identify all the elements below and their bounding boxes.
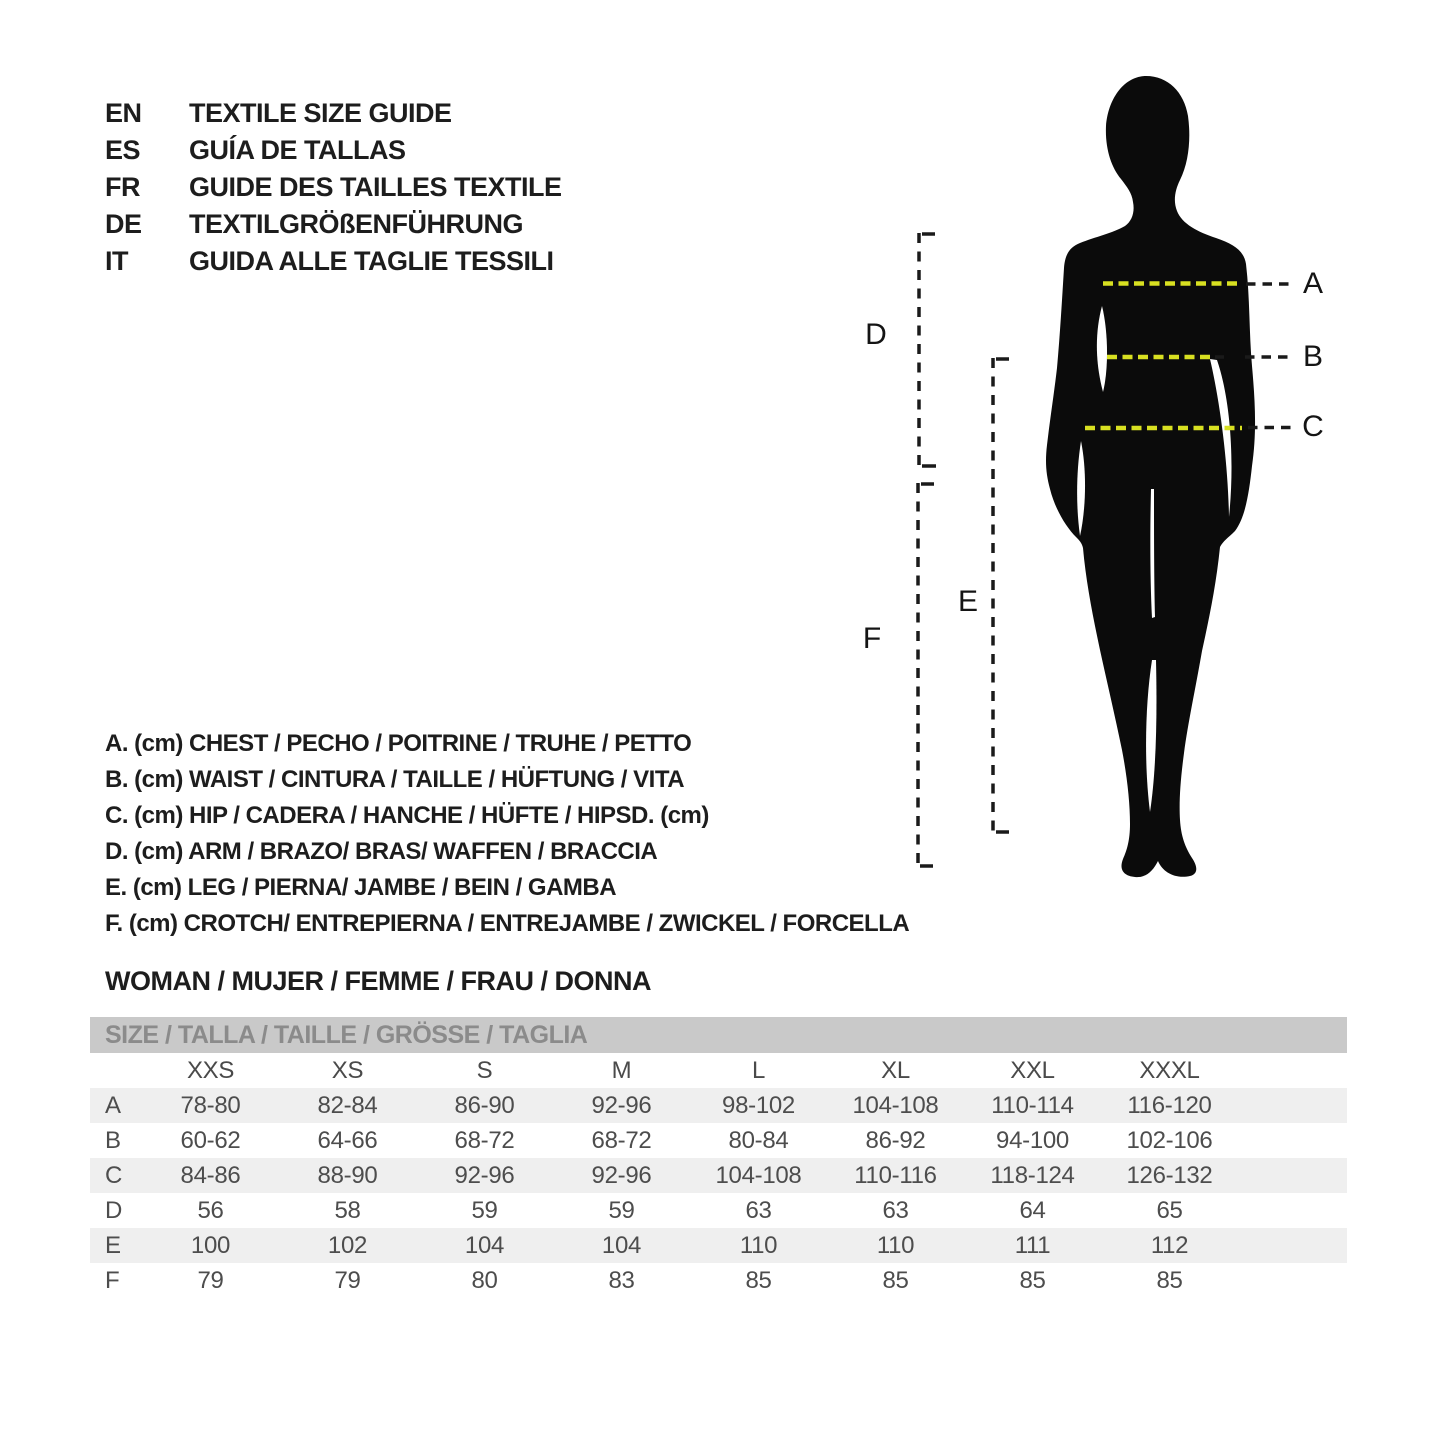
language-code: IT <box>105 246 128 276</box>
size-value-cell: 68-72 <box>454 1126 515 1154</box>
guide-title: TEXTILGRÖßENFÜHRUNG <box>189 209 523 239</box>
measure-label-waist: B <box>1302 340 1324 373</box>
size-value-cell: 59 <box>608 1196 635 1224</box>
size-value-cell: 80-84 <box>728 1126 789 1154</box>
size-value-cell: 86-92 <box>865 1126 926 1154</box>
size-value-cell: 85 <box>1156 1266 1183 1294</box>
language-code: EN <box>105 98 142 128</box>
size-value-cell: 100 <box>190 1231 231 1259</box>
table-row <box>90 1193 1347 1228</box>
size-value-cell: 116-120 <box>1127 1091 1212 1119</box>
size-value-cell: 56 <box>197 1196 224 1224</box>
size-value-cell: 64 <box>1019 1196 1046 1224</box>
size-column-header: M <box>611 1056 632 1084</box>
size-value-cell: 58 <box>334 1196 361 1224</box>
size-value-cell: 92-96 <box>591 1161 652 1189</box>
measure-label-leg: E <box>957 585 979 618</box>
legend-line: C. (cm) HIP / CADERA / HANCHE / HÜFTE / HIPSD. (cm) <box>105 802 709 829</box>
legend-line: D. (cm) ARM / BRAZO/ BRAS/ WAFFEN / BRACCIA <box>105 838 658 865</box>
size-value-cell: 110 <box>739 1231 778 1259</box>
size-column-header: XXS <box>186 1056 235 1084</box>
guide-title: TEXTILE SIZE GUIDE <box>189 98 452 128</box>
size-value-cell: 112 <box>1150 1231 1189 1259</box>
size-column-header-row <box>90 1053 1347 1088</box>
size-value-cell: 126-132 <box>1126 1161 1213 1189</box>
guide-title: GUÍA DE TALLAS <box>189 135 406 165</box>
size-table-body <box>90 1088 1347 1298</box>
measurement-legend <box>105 726 909 942</box>
size-value-cell: 68-72 <box>591 1126 652 1154</box>
size-table-header-label: SIZE / TALLA / TAILLE / GRÖSSE / TAGLIA <box>105 1020 588 1049</box>
row-label: F <box>105 1266 120 1294</box>
guide-title: GUIDE DES TAILLES TEXTILE <box>189 172 562 202</box>
size-value-cell: 60-62 <box>180 1126 241 1154</box>
table-row <box>90 1088 1347 1123</box>
row-label: E <box>105 1231 122 1259</box>
size-column-header: L <box>751 1056 766 1084</box>
size-value-cell: 104 <box>464 1231 505 1259</box>
language-code: DE <box>105 209 142 239</box>
size-value-cell: 94-100 <box>996 1126 1069 1154</box>
size-column-header: XXL <box>1010 1056 1055 1084</box>
measure-label-crotch: F <box>862 622 882 655</box>
size-value-cell: 92-96 <box>591 1091 652 1119</box>
measure-label-arm: D <box>865 318 887 351</box>
table-group-title: WOMAN / MUJER / FEMME / FRAU / DONNA <box>105 966 651 996</box>
size-table <box>90 1017 1347 1298</box>
language-row <box>105 243 562 280</box>
row-label: B <box>105 1126 122 1154</box>
size-value-cell: 82-84 <box>317 1091 378 1119</box>
size-guide-figure <box>830 60 1360 930</box>
size-value-cell: 80 <box>471 1266 498 1294</box>
size-value-cell: 59 <box>471 1196 498 1224</box>
size-value-cell: 84-86 <box>180 1161 241 1189</box>
guide-title: GUIDA ALLE TAGLIE TESSILI <box>189 246 554 276</box>
size-column-header: S <box>476 1056 493 1084</box>
size-value-cell: 79 <box>334 1266 361 1294</box>
size-column-header: XXXL <box>1139 1056 1200 1084</box>
size-value-cell: 110 <box>876 1231 915 1259</box>
size-value-cell: 78-80 <box>180 1091 241 1119</box>
size-table-header-bar <box>90 1017 1347 1053</box>
size-value-cell: 85 <box>745 1266 772 1294</box>
language-code: ES <box>105 135 141 165</box>
size-value-cell: 65 <box>1156 1196 1183 1224</box>
size-value-cell: 83 <box>608 1266 635 1294</box>
size-value-cell: 104 <box>601 1231 642 1259</box>
language-row <box>105 169 562 206</box>
measure-label-hip: C <box>1302 410 1324 443</box>
size-value-cell: 110-116 <box>854 1161 937 1189</box>
size-value-cell: 92-96 <box>454 1161 515 1189</box>
size-value-cell: 86-90 <box>454 1091 515 1119</box>
legend-line: A. (cm) CHEST / PECHO / POITRINE / TRUHE / PETTO <box>105 730 692 757</box>
size-value-cell: 63 <box>745 1196 772 1224</box>
language-row <box>105 132 562 169</box>
size-value-cell: 98-102 <box>722 1091 795 1119</box>
size-value-cell: 88-90 <box>317 1161 378 1189</box>
table-row <box>90 1158 1347 1193</box>
language-row <box>105 95 562 132</box>
size-value-cell: 104-108 <box>852 1091 939 1119</box>
legend-line: E. (cm) LEG / PIERNA/ JAMBE / BEIN / GAMBA <box>105 874 617 901</box>
size-value-cell: 79 <box>197 1266 224 1294</box>
language-list <box>105 95 562 280</box>
size-value-cell: 63 <box>882 1196 909 1224</box>
row-label: A <box>105 1091 122 1119</box>
table-row <box>90 1263 1347 1298</box>
size-column-header: XS <box>331 1056 364 1084</box>
legend-line: F. (cm) CROTCH/ ENTREPIERNA / ENTREJAMBE / ZWICKEL / FORCELLA <box>105 910 910 937</box>
legend-line: B. (cm) WAIST / CINTURA / TAILLE / HÜFTUNG / VITA <box>105 766 685 793</box>
table-row <box>90 1123 1347 1158</box>
size-value-cell: 102 <box>327 1231 368 1259</box>
row-label: C <box>105 1161 123 1189</box>
size-value-cell: 110-114 <box>991 1091 1074 1119</box>
size-value-cell: 64-66 <box>317 1126 378 1154</box>
size-value-cell: 118-124 <box>990 1161 1075 1189</box>
size-value-cell: 85 <box>882 1266 909 1294</box>
size-value-cell: 104-108 <box>715 1161 802 1189</box>
measure-label-chest: A <box>1302 267 1324 300</box>
table-row <box>90 1228 1347 1263</box>
size-value-cell: 111 <box>1014 1231 1051 1259</box>
size-value-cell: 102-106 <box>1126 1126 1213 1154</box>
size-value-cell: 85 <box>1019 1266 1046 1294</box>
language-code: FR <box>105 172 140 202</box>
language-row <box>105 206 562 243</box>
row-label: D <box>105 1196 123 1224</box>
size-column-header: XL <box>881 1056 910 1084</box>
